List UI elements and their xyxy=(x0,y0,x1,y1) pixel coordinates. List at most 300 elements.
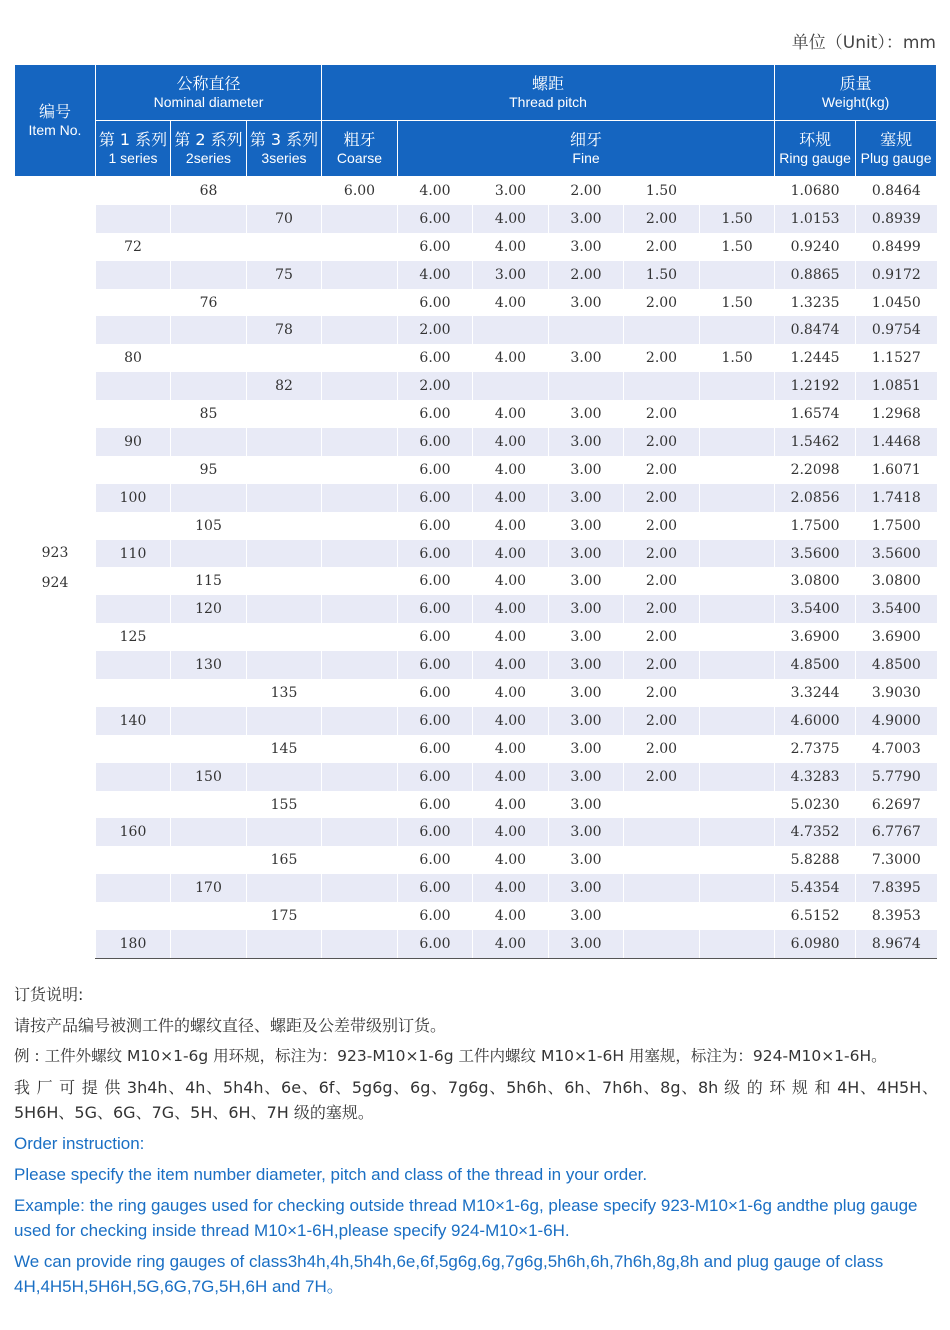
cell-plug: 3.0800 xyxy=(856,567,937,595)
cell-f2: 4.00 xyxy=(473,289,549,317)
header-nominal-diameter: 公称直径 Nominal diameter xyxy=(96,65,322,121)
cell-s2 xyxy=(171,930,247,958)
cell-f2: 4.00 xyxy=(473,428,549,456)
cell-f3: 3.00 xyxy=(549,595,624,623)
cell-plug: 0.8939 xyxy=(856,205,937,233)
cell-coarse xyxy=(322,289,398,317)
cell-plug: 1.7418 xyxy=(856,484,937,512)
cell-f2: 4.00 xyxy=(473,902,549,930)
cell-coarse xyxy=(322,902,398,930)
cell-f2: 4.00 xyxy=(473,874,549,902)
cell-plug: 5.7790 xyxy=(856,763,937,791)
cell-coarse xyxy=(322,344,398,372)
cell-ring: 5.4354 xyxy=(775,874,856,902)
cell-f3: 2.00 xyxy=(549,177,624,205)
cell-f3: 3.00 xyxy=(549,456,624,484)
notes-zh-title: 订货说明: xyxy=(14,985,84,1004)
table-row xyxy=(15,540,937,568)
cell-f4: 2.00 xyxy=(624,679,700,707)
cell-f1: 6.00 xyxy=(398,484,473,512)
cell-f4: 2.00 xyxy=(624,400,700,428)
cell-f1: 6.00 xyxy=(398,595,473,623)
cell-s2 xyxy=(171,428,247,456)
cell-s2: 150 xyxy=(171,763,247,791)
cell-s3 xyxy=(247,818,322,846)
cell-f3: 3.00 xyxy=(549,846,624,874)
cell-f4 xyxy=(624,791,700,819)
cell-s3 xyxy=(247,930,322,958)
cell-f5: 1.50 xyxy=(700,289,775,317)
cell-s3: 70 xyxy=(247,205,322,233)
cell-s2: 105 xyxy=(171,512,247,540)
cell-f4: 2.00 xyxy=(624,289,700,317)
cell-s1: 90 xyxy=(96,428,171,456)
cell-s3 xyxy=(247,289,322,317)
cell-f3: 3.00 xyxy=(549,735,624,763)
cell-f1: 6.00 xyxy=(398,735,473,763)
cell-s3 xyxy=(247,595,322,623)
cell-f4: 2.00 xyxy=(624,763,700,791)
cell-s3 xyxy=(247,428,322,456)
cell-f4 xyxy=(624,902,700,930)
cell-s2 xyxy=(171,372,247,400)
cell-f3 xyxy=(549,372,624,400)
cell-f3: 3.00 xyxy=(549,902,624,930)
cell-f2: 4.00 xyxy=(473,651,549,679)
cell-f4: 2.00 xyxy=(624,233,700,261)
cell-f2: 4.00 xyxy=(473,456,549,484)
cell-f1: 6.00 xyxy=(398,791,473,819)
cell-ring: 4.7352 xyxy=(775,818,856,846)
cell-f3: 3.00 xyxy=(549,763,624,791)
cell-f2: 4.00 xyxy=(473,623,549,651)
cell-s2: 95 xyxy=(171,456,247,484)
cell-ring: 5.8288 xyxy=(775,846,856,874)
cell-coarse xyxy=(322,205,398,233)
cell-f1: 6.00 xyxy=(398,233,473,261)
cell-f4: 2.00 xyxy=(624,512,700,540)
cell-f1: 6.00 xyxy=(398,623,473,651)
cell-f3: 3.00 xyxy=(549,623,624,651)
cell-ring: 1.2192 xyxy=(775,372,856,400)
cell-s1 xyxy=(96,846,171,874)
cell-s2 xyxy=(171,484,247,512)
cell-plug: 7.8395 xyxy=(856,874,937,902)
cell-s3 xyxy=(247,707,322,735)
table-row xyxy=(15,512,937,540)
cell-f5 xyxy=(700,316,775,344)
cell-plug: 6.2697 xyxy=(856,791,937,819)
cell-plug: 0.9754 xyxy=(856,316,937,344)
notes-en-title: Order instruction: xyxy=(14,1134,145,1153)
cell-f2: 4.00 xyxy=(473,512,549,540)
cell-plug: 1.2968 xyxy=(856,400,937,428)
cell-s1 xyxy=(96,902,171,930)
cell-s1: 140 xyxy=(96,707,171,735)
cell-s3: 78 xyxy=(247,316,322,344)
cell-s2 xyxy=(171,316,247,344)
cell-s3 xyxy=(247,400,322,428)
cell-plug: 7.3000 xyxy=(856,846,937,874)
cell-s3: 155 xyxy=(247,791,322,819)
cell-coarse xyxy=(322,233,398,261)
table-row xyxy=(15,595,937,623)
order-notes xyxy=(14,982,938,1305)
cell-f5 xyxy=(700,261,775,289)
cell-s1 xyxy=(96,289,171,317)
table-row xyxy=(15,735,937,763)
cell-f2: 4.00 xyxy=(473,400,549,428)
cell-s2 xyxy=(171,623,247,651)
cell-f5 xyxy=(700,428,775,456)
cell-s3: 165 xyxy=(247,846,322,874)
cell-f4 xyxy=(624,930,700,958)
cell-f3: 3.00 xyxy=(549,289,624,317)
notes-en-line-1: Please specify the item number diameter, pitch and class of the thread in your order. xyxy=(14,1165,648,1184)
cell-s3 xyxy=(247,623,322,651)
table-row xyxy=(15,846,937,874)
cell-f5: 1.50 xyxy=(700,205,775,233)
cell-coarse xyxy=(322,567,398,595)
cell-f1: 6.00 xyxy=(398,651,473,679)
cell-f1: 6.00 xyxy=(398,846,473,874)
cell-f2: 4.00 xyxy=(473,818,549,846)
cell-f2: 4.00 xyxy=(473,791,549,819)
cell-f5 xyxy=(700,484,775,512)
cell-plug: 1.0851 xyxy=(856,372,937,400)
cell-f4: 2.00 xyxy=(624,595,700,623)
cell-s1 xyxy=(96,456,171,484)
cell-s2 xyxy=(171,735,247,763)
notes-en-line-2: Example: the ring gauges used for checking outside thread M10×1-6g, please specify 923-M10×1-6g andthe plug gauge used for checking inside thread M10×1-6H,please specify 924-M10×1-6H. xyxy=(14,1196,918,1240)
cell-f1: 6.00 xyxy=(398,874,473,902)
cell-s2 xyxy=(171,791,247,819)
cell-ring: 2.7375 xyxy=(775,735,856,763)
cell-plug: 4.7003 xyxy=(856,735,937,763)
cell-f5 xyxy=(700,372,775,400)
cell-f5 xyxy=(700,735,775,763)
cell-s3 xyxy=(247,512,322,540)
cell-s1 xyxy=(96,651,171,679)
cell-coarse xyxy=(322,512,398,540)
cell-f3: 3.00 xyxy=(549,540,624,568)
cell-s2: 85 xyxy=(171,400,247,428)
table-row xyxy=(15,651,937,679)
cell-f5 xyxy=(700,623,775,651)
cell-f1: 6.00 xyxy=(398,540,473,568)
table-row xyxy=(15,372,937,400)
cell-s2 xyxy=(171,902,247,930)
cell-ring: 1.2445 xyxy=(775,344,856,372)
cell-coarse xyxy=(322,372,398,400)
cell-f5 xyxy=(700,874,775,902)
notes-zh-line-2: 例 : 工件外螺纹 M10×1-6g 用环规，标注为：923-M10×1-6g 工件内螺纹 M10×1-6H 用塞规，标注为：924-M10×1-6H。 xyxy=(14,1047,887,1065)
cell-f3: 3.00 xyxy=(549,205,624,233)
cell-s2: 170 xyxy=(171,874,247,902)
thread-gauge-spec-table xyxy=(14,64,937,959)
cell-s3 xyxy=(247,763,322,791)
notes-zh-line-1: 请按产品编号被测工件的螺纹直径、螺距及公差带级别订货。 xyxy=(14,1016,447,1035)
header-thread-pitch: 螺距 Thread pitch xyxy=(322,65,775,121)
table-row xyxy=(15,623,937,651)
cell-coarse xyxy=(322,540,398,568)
cell-f1: 6.00 xyxy=(398,456,473,484)
cell-plug: 4.8500 xyxy=(856,651,937,679)
cell-ring: 3.3244 xyxy=(775,679,856,707)
cell-f2 xyxy=(473,316,549,344)
cell-f5: 1.50 xyxy=(700,233,775,261)
cell-f5 xyxy=(700,567,775,595)
cell-s3 xyxy=(247,567,322,595)
cell-f4: 2.00 xyxy=(624,707,700,735)
cell-s3 xyxy=(247,233,322,261)
cell-f4 xyxy=(624,316,700,344)
header-series-3: 第 3 系列 3series xyxy=(247,121,322,177)
cell-f5 xyxy=(700,177,775,205)
cell-ring: 3.6900 xyxy=(775,623,856,651)
cell-ring: 2.2098 xyxy=(775,456,856,484)
cell-plug: 1.1527 xyxy=(856,344,937,372)
cell-f3: 3.00 xyxy=(549,344,624,372)
cell-f5 xyxy=(700,679,775,707)
cell-f3: 3.00 xyxy=(549,567,624,595)
table-row xyxy=(15,818,937,846)
cell-ring: 6.5152 xyxy=(775,902,856,930)
cell-s3: 82 xyxy=(247,372,322,400)
table-row xyxy=(15,428,937,456)
cell-plug: 3.6900 xyxy=(856,623,937,651)
cell-s2 xyxy=(171,707,247,735)
cell-ring: 1.5462 xyxy=(775,428,856,456)
cell-f1: 6.00 xyxy=(398,763,473,791)
cell-f4 xyxy=(624,874,700,902)
cell-f5 xyxy=(700,540,775,568)
cell-f5 xyxy=(700,595,775,623)
table-row xyxy=(15,400,937,428)
cell-plug: 8.3953 xyxy=(856,902,937,930)
cell-f2: 4.00 xyxy=(473,540,549,568)
item-number: 923 xyxy=(41,544,69,561)
cell-f2: 4.00 xyxy=(473,595,549,623)
cell-f5 xyxy=(700,400,775,428)
cell-s3 xyxy=(247,651,322,679)
table-row xyxy=(15,177,937,205)
cell-coarse xyxy=(322,791,398,819)
cell-f2: 4.00 xyxy=(473,707,549,735)
cell-coarse xyxy=(322,818,398,846)
cell-f5: 1.50 xyxy=(700,344,775,372)
cell-plug: 8.9674 xyxy=(856,930,937,958)
cell-ring: 0.9240 xyxy=(775,233,856,261)
table-row xyxy=(15,791,937,819)
table-row xyxy=(15,205,937,233)
cell-f1: 6.00 xyxy=(398,205,473,233)
cell-s3: 145 xyxy=(247,735,322,763)
cell-s1: 180 xyxy=(96,930,171,958)
table-row xyxy=(15,233,937,261)
cell-s3: 135 xyxy=(247,679,322,707)
cell-plug: 4.9000 xyxy=(856,707,937,735)
cell-plug: 1.7500 xyxy=(856,512,937,540)
cell-plug: 1.0450 xyxy=(856,289,937,317)
cell-s2 xyxy=(171,344,247,372)
cell-s2 xyxy=(171,679,247,707)
cell-coarse xyxy=(322,400,398,428)
cell-f4 xyxy=(624,818,700,846)
cell-f3: 3.00 xyxy=(549,233,624,261)
cell-f1: 6.00 xyxy=(398,679,473,707)
cell-f2: 4.00 xyxy=(473,846,549,874)
cell-coarse xyxy=(322,456,398,484)
cell-s1 xyxy=(96,372,171,400)
table-row xyxy=(15,316,937,344)
cell-s2 xyxy=(171,205,247,233)
cell-s1 xyxy=(96,512,171,540)
cell-plug: 0.8464 xyxy=(856,177,937,205)
cell-f3: 3.00 xyxy=(549,651,624,679)
cell-plug: 1.4468 xyxy=(856,428,937,456)
cell-f2: 4.00 xyxy=(473,930,549,958)
table-body xyxy=(15,177,937,959)
cell-f4: 1.50 xyxy=(624,261,700,289)
cell-ring: 1.3235 xyxy=(775,289,856,317)
cell-f1: 6.00 xyxy=(398,428,473,456)
cell-plug: 0.8499 xyxy=(856,233,937,261)
cell-f4: 2.00 xyxy=(624,567,700,595)
cell-f3 xyxy=(549,316,624,344)
cell-f4: 2.00 xyxy=(624,651,700,679)
cell-ring: 4.6000 xyxy=(775,707,856,735)
cell-f2: 4.00 xyxy=(473,205,549,233)
cell-s1: 80 xyxy=(96,344,171,372)
unit-label: 单位（Unit）：mm xyxy=(791,33,936,53)
cell-f3: 3.00 xyxy=(549,484,624,512)
cell-s1 xyxy=(96,874,171,902)
cell-coarse xyxy=(322,874,398,902)
cell-plug: 3.9030 xyxy=(856,679,937,707)
cell-s1 xyxy=(96,316,171,344)
cell-s1 xyxy=(96,735,171,763)
cell-f4: 2.00 xyxy=(624,540,700,568)
cell-s1 xyxy=(96,679,171,707)
cell-f5 xyxy=(700,651,775,679)
cell-f1: 4.00 xyxy=(398,177,473,205)
table-row xyxy=(15,484,937,512)
cell-f2: 3.00 xyxy=(473,177,549,205)
cell-f4: 2.00 xyxy=(624,205,700,233)
cell-coarse xyxy=(322,595,398,623)
cell-f4: 2.00 xyxy=(624,428,700,456)
cell-f4: 1.50 xyxy=(624,177,700,205)
cell-ring: 0.8474 xyxy=(775,316,856,344)
cell-coarse: 6.00 xyxy=(322,177,398,205)
cell-s3 xyxy=(247,540,322,568)
cell-f2: 4.00 xyxy=(473,484,549,512)
cell-f3: 3.00 xyxy=(549,791,624,819)
cell-f2: 4.00 xyxy=(473,735,549,763)
cell-f5 xyxy=(700,846,775,874)
table-row xyxy=(15,902,937,930)
cell-ring: 1.0153 xyxy=(775,205,856,233)
cell-f1: 2.00 xyxy=(398,316,473,344)
cell-f3: 3.00 xyxy=(549,679,624,707)
cell-f4: 2.00 xyxy=(624,623,700,651)
cell-s1 xyxy=(96,261,171,289)
cell-f2: 4.00 xyxy=(473,679,549,707)
cell-f1: 6.00 xyxy=(398,818,473,846)
cell-f3: 2.00 xyxy=(549,261,624,289)
cell-coarse xyxy=(322,316,398,344)
cell-f1: 6.00 xyxy=(398,707,473,735)
cell-ring: 6.0980 xyxy=(775,930,856,958)
cell-s2: 115 xyxy=(171,567,247,595)
cell-ring: 1.7500 xyxy=(775,512,856,540)
cell-ring: 1.0680 xyxy=(775,177,856,205)
table-row xyxy=(15,456,937,484)
table-row xyxy=(15,567,937,595)
cell-s1 xyxy=(96,595,171,623)
cell-s2: 120 xyxy=(171,595,247,623)
cell-f5 xyxy=(700,818,775,846)
cell-f2 xyxy=(473,372,549,400)
cell-s3 xyxy=(247,177,322,205)
cell-coarse xyxy=(322,707,398,735)
table-row xyxy=(15,289,937,317)
cell-f2: 4.00 xyxy=(473,344,549,372)
cell-s3 xyxy=(247,456,322,484)
cell-s3: 75 xyxy=(247,261,322,289)
cell-f2: 4.00 xyxy=(473,233,549,261)
cell-f1: 6.00 xyxy=(398,400,473,428)
cell-s2 xyxy=(171,846,247,874)
cell-ring: 2.0856 xyxy=(775,484,856,512)
cell-f2: 4.00 xyxy=(473,763,549,791)
item-number: 924 xyxy=(41,574,69,591)
cell-ring: 3.5600 xyxy=(775,540,856,568)
header-series-2: 第 2 系列 2series xyxy=(171,121,247,177)
cell-s2 xyxy=(171,540,247,568)
header-weight: 质量 Weight(kg) xyxy=(775,65,937,121)
cell-f5 xyxy=(700,707,775,735)
cell-f4: 2.00 xyxy=(624,735,700,763)
cell-f4: 2.00 xyxy=(624,456,700,484)
cell-f2: 4.00 xyxy=(473,567,549,595)
cell-s1: 110 xyxy=(96,540,171,568)
table-row xyxy=(15,344,937,372)
cell-f4: 2.00 xyxy=(624,484,700,512)
cell-f4: 2.00 xyxy=(624,344,700,372)
cell-f3: 3.00 xyxy=(549,428,624,456)
cell-s1: 100 xyxy=(96,484,171,512)
cell-f1: 6.00 xyxy=(398,930,473,958)
cell-plug: 3.5600 xyxy=(856,540,937,568)
table-row xyxy=(15,679,937,707)
cell-s3 xyxy=(247,874,322,902)
cell-coarse xyxy=(322,679,398,707)
cell-ring: 5.0230 xyxy=(775,791,856,819)
cell-s1 xyxy=(96,400,171,428)
cell-f3: 3.00 xyxy=(549,400,624,428)
item-number-cell xyxy=(15,177,96,959)
table-row xyxy=(15,763,937,791)
cell-f1: 6.00 xyxy=(398,289,473,317)
table-row xyxy=(15,707,937,735)
table-row xyxy=(15,261,937,289)
cell-f1: 4.00 xyxy=(398,261,473,289)
cell-ring: 4.8500 xyxy=(775,651,856,679)
cell-s3 xyxy=(247,344,322,372)
cell-coarse xyxy=(322,735,398,763)
